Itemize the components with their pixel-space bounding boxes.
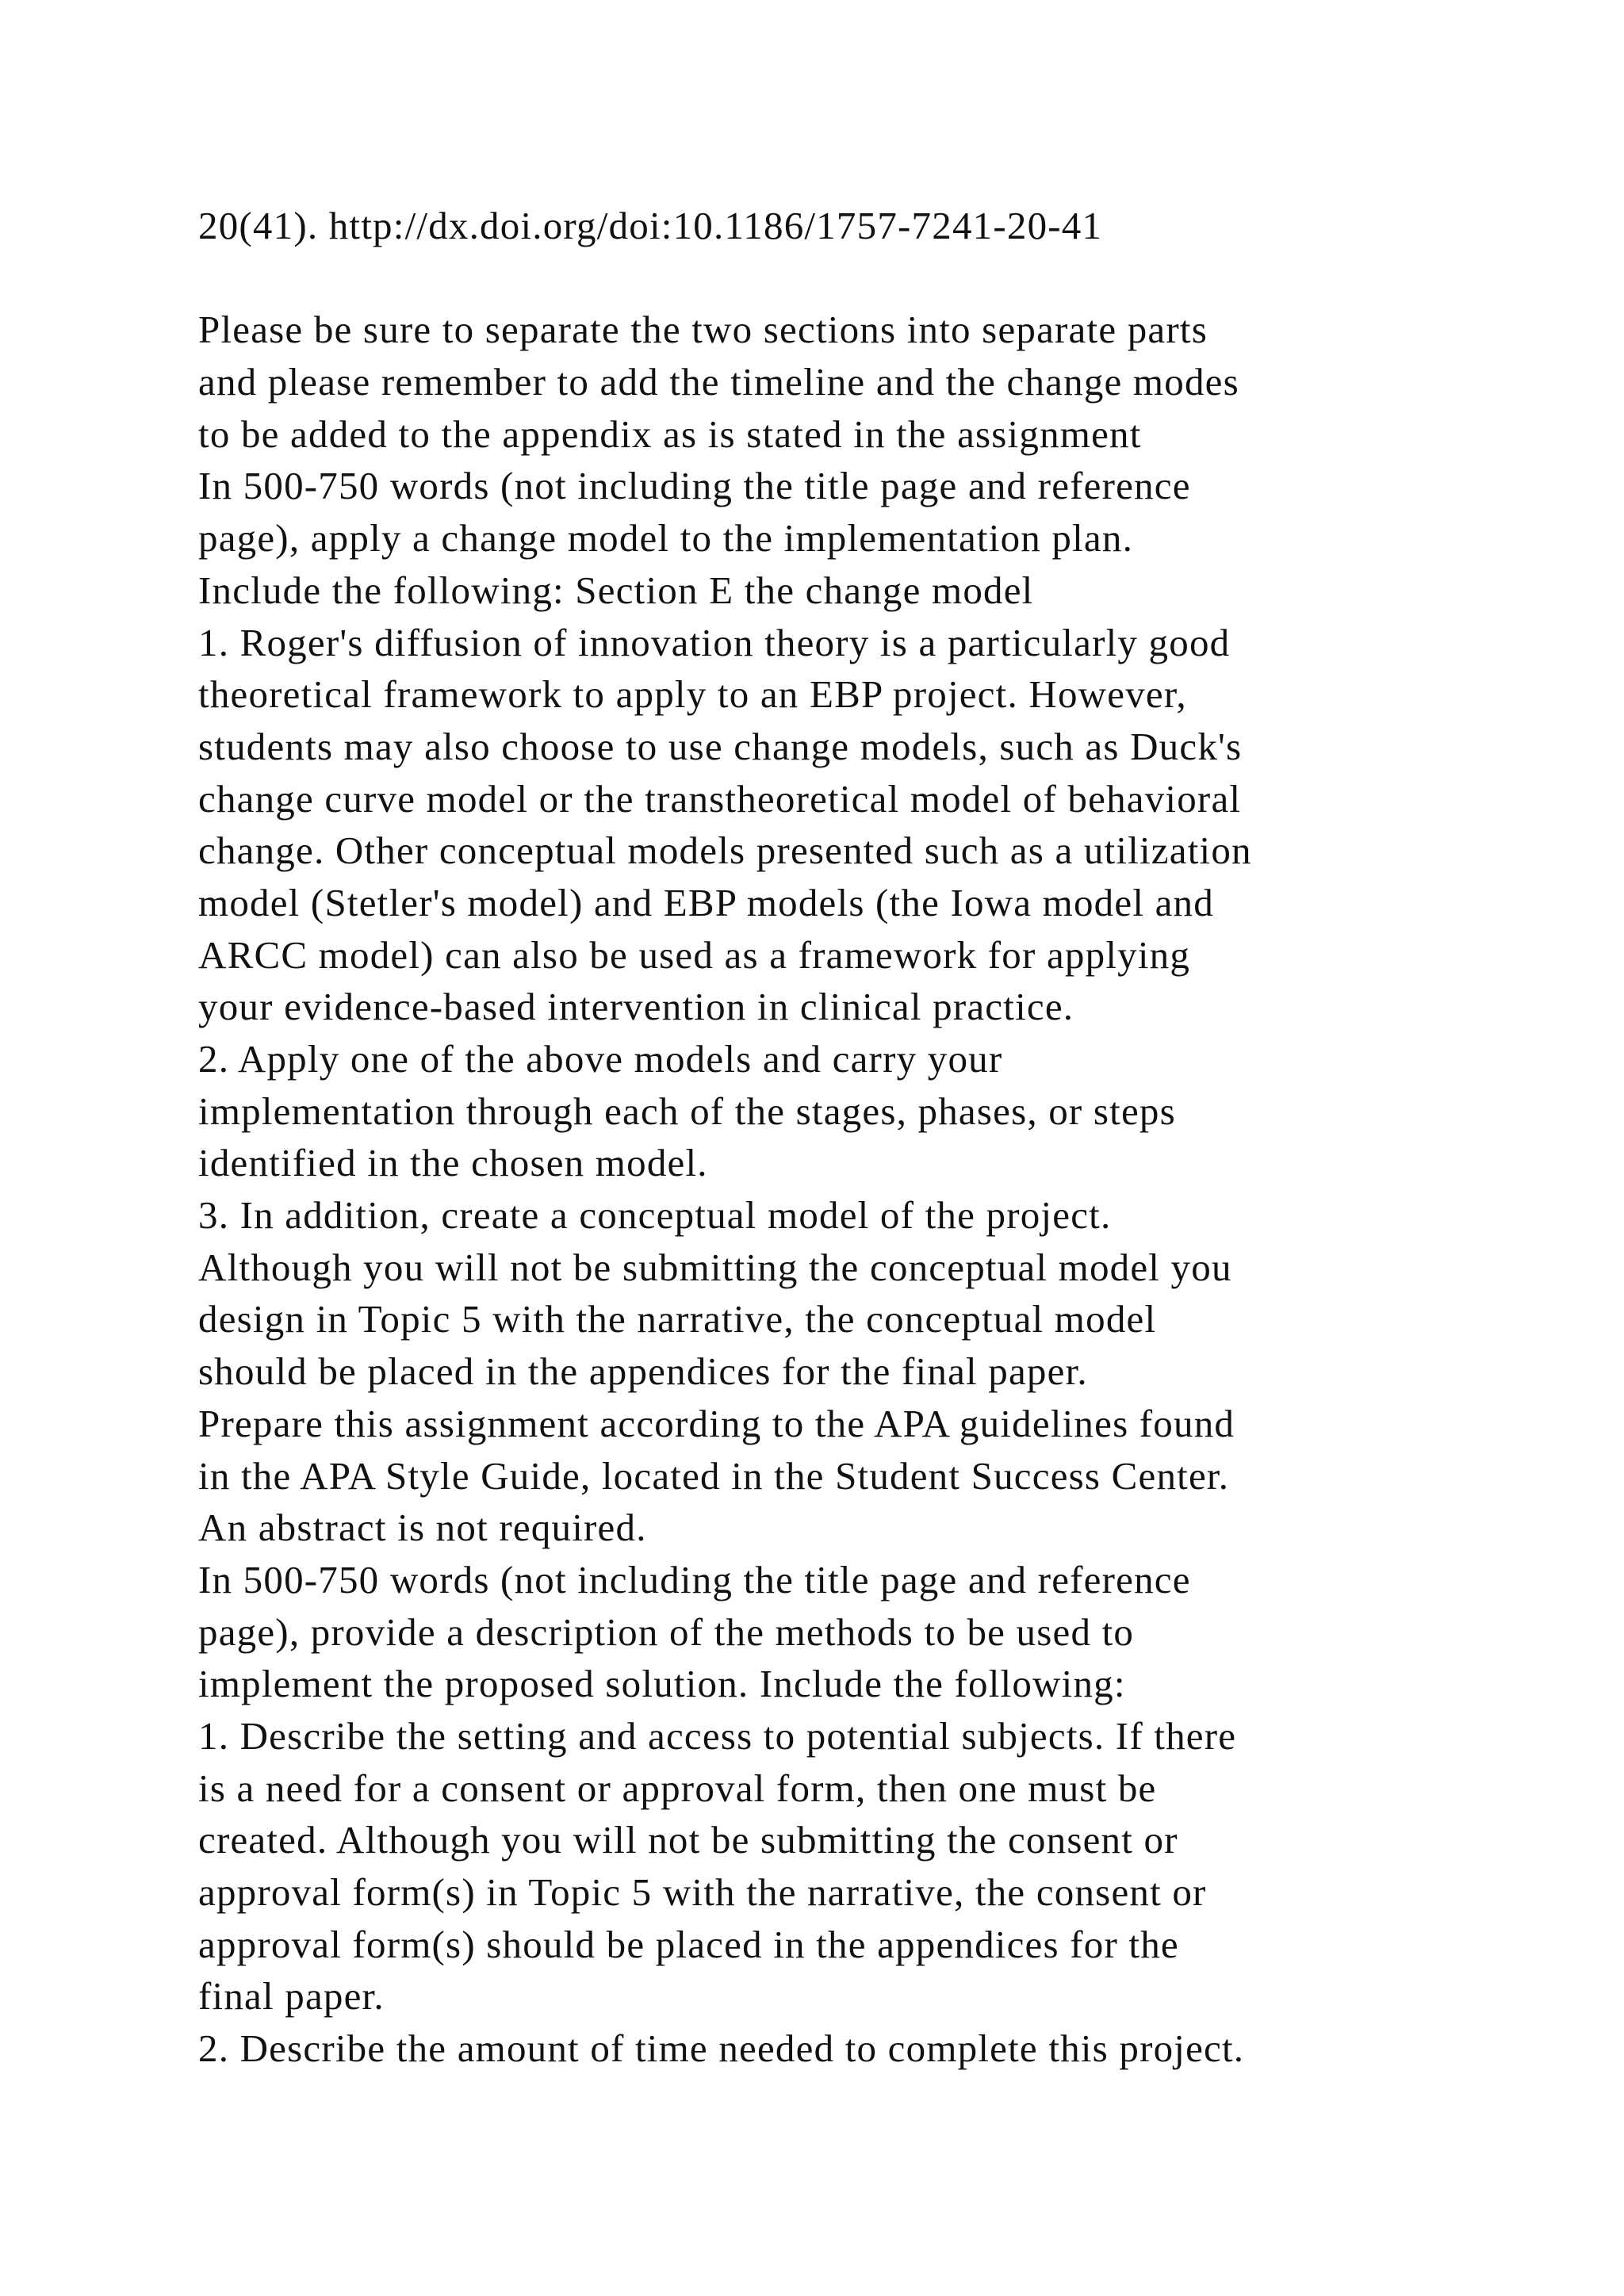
text-line: 3. In addition, create a conceptual model of the project. [198, 1193, 1112, 1238]
text-line: 2. Describe the amount of time needed to complete this project. [198, 2026, 1245, 2071]
text-line: model (Stetler's model) and EBP models (the Iowa model and [198, 880, 1214, 924]
text-line: approval form(s) should be placed in the appendices for the [198, 1922, 1179, 1966]
text-line: Prepare this assignment according to the APA guidelines found [198, 1401, 1235, 1445]
text-line: 2. Apply one of the above models and carry your [198, 1037, 1003, 1081]
text-line: An abstract is not required. [198, 1506, 647, 1550]
text-line: 1. Describe the setting and access to potential subjects. If there [198, 1713, 1237, 1758]
text-line: identified in the chosen model. [198, 1141, 708, 1185]
text-line: should be placed in the appendices for the final paper. [198, 1349, 1088, 1394]
text-line: your evidence-based intervention in clinical practice. [198, 985, 1074, 1029]
text-line: change curve model or the transtheoretical model of behavioral [198, 776, 1242, 821]
reference-line: 20(41). http://dx.doi.org/doi:10.1186/1757-7241-20-41 [198, 204, 1103, 247]
text-line: created. Although you will not be submitting the consent or [198, 1818, 1178, 1862]
text-line: 1. Roger's diffusion of innovation theory is a particularly good [198, 620, 1231, 664]
text-line: final paper. [198, 1974, 385, 2019]
text-line: approval form(s) in Topic 5 with the narrative, the consent or [198, 1870, 1207, 1914]
text-line: page), provide a description of the methods to be used to [198, 1609, 1135, 1654]
text-line: ARCC model) can also be used as a framework for applying [198, 932, 1191, 977]
document-body [198, 200, 1546, 2075]
text-line: in the APA Style Guide, located in the Student Success Center. [198, 1453, 1230, 1498]
text-line: Include the following: Section E the change model [198, 568, 1034, 612]
text-line: Although you will not be submitting the conceptual model you [198, 1245, 1232, 1289]
text-line: to be added to the appendix as is stated in the assignment [198, 411, 1142, 456]
text-line: is a need for a consent or approval form, then one must be [198, 1766, 1157, 1810]
text-line: implement the proposed solution. Include the following: [198, 1662, 1126, 1706]
text-line: design in Topic 5 with the narrative, the conceptual model [198, 1297, 1157, 1341]
text-line: In 500-750 words (not including the title page and reference [198, 1557, 1191, 1601]
text-line: and please remember to add the timeline and the change modes [198, 360, 1239, 404]
text-line: implementation through each of the stages, phases, or steps [198, 1089, 1176, 1133]
text-line: Please be sure to separate the two sections into separate parts [198, 308, 1208, 352]
text-line: change. Other conceptual models presented such as a utilization [198, 828, 1252, 873]
text-line: In 500-750 words (not including the title page and reference [198, 464, 1191, 508]
blank-line [198, 252, 1546, 304]
text-line: theoretical framework to apply to an EBP project. However, [198, 672, 1187, 717]
text-line: page), apply a change model to the implementation plan. [198, 516, 1134, 561]
text-line: students may also choose to use change models, such as Duck's [198, 724, 1243, 768]
